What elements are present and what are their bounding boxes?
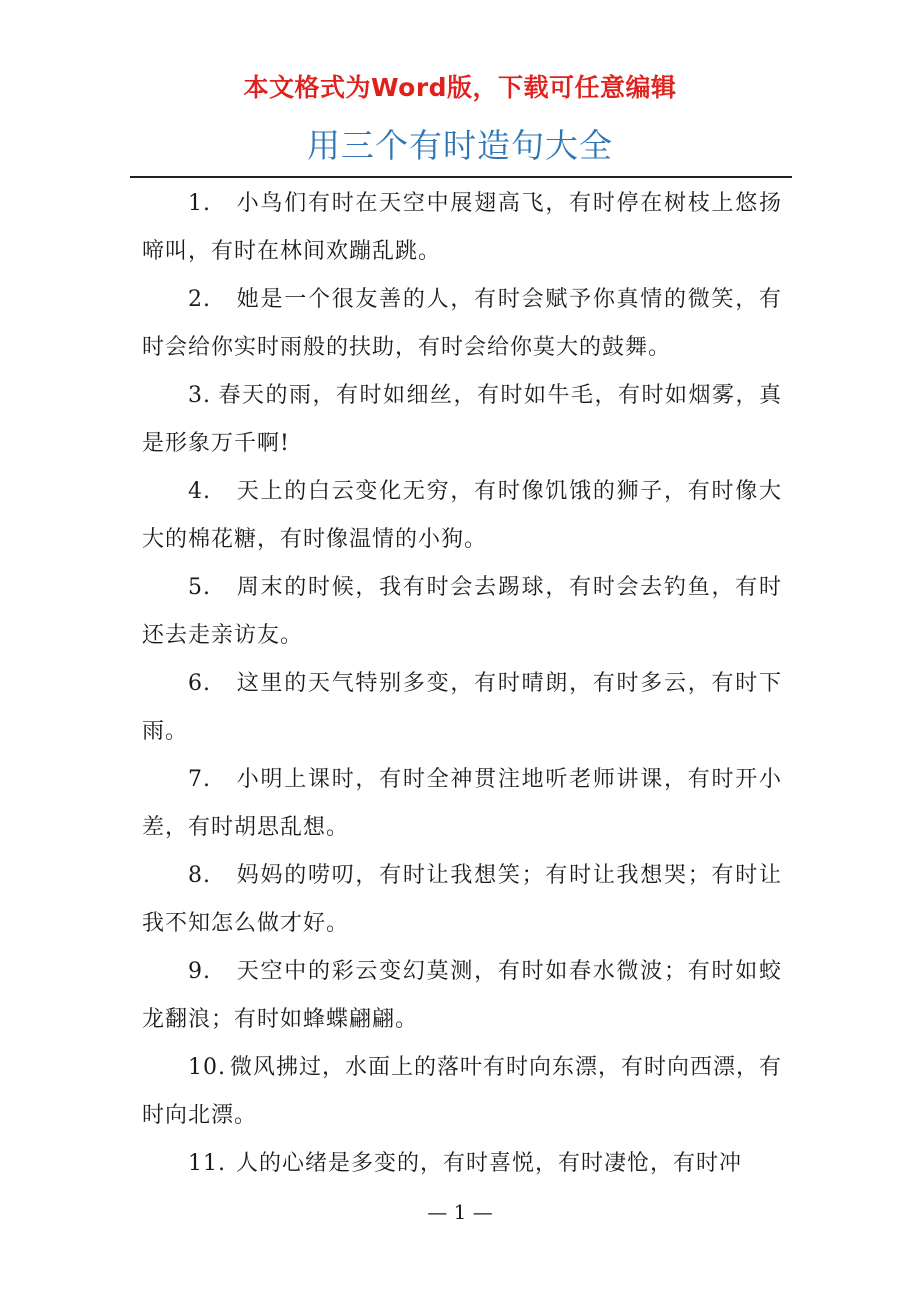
page-number: — 1 — [427, 1200, 493, 1224]
item-text: 人的心绪是多变的，有时喜悦，有时凄怆，有时冲 [236, 1151, 743, 1176]
item-text: 她是一个很友善的人，有时会赋予你真情的微笑，有时会给你实时雨般的扶助，有时会给你莫大的鼓舞。 [142, 287, 782, 360]
item-text: 妈妈的唠叨，有时让我想笑；有时让我想哭；有时让我不知怎么做才好。 [142, 863, 782, 936]
sentence-list [142, 180, 782, 1188]
list-item [142, 852, 782, 948]
item-number: 1. [188, 191, 211, 216]
list-item [142, 1044, 782, 1140]
item-text: 周末的时候，我有时会去踢球，有时会去钓鱼，有时还去走亲访友。 [142, 575, 782, 648]
item-number: 3. [188, 383, 211, 408]
list-item [142, 468, 782, 564]
list-item [142, 756, 782, 852]
item-number: 6. [188, 671, 211, 696]
list-item [142, 372, 782, 468]
item-text: 微风拂过，水面上的落叶有时向东漂，有时向西漂，有时向北漂。 [142, 1055, 783, 1128]
item-number: 2. [188, 287, 211, 312]
item-number: 10. [188, 1055, 226, 1080]
item-text: 这里的天气特别多变，有时晴朗，有时多云，有时下雨。 [142, 671, 782, 744]
item-number: 7. [188, 767, 211, 792]
title-divider [130, 176, 792, 178]
format-banner: 本文格式为Word版，下载可任意编辑 [243, 73, 677, 102]
item-number: 11. [188, 1151, 226, 1176]
list-item [142, 948, 782, 1044]
item-number: 4. [188, 479, 211, 504]
item-text: 天上的白云变化无穷，有时像饥饿的狮子，有时像大大的棉花糖，有时像温情的小狗。 [142, 479, 782, 552]
item-text: 天空中的彩云变幻莫测，有时如春水微波；有时如蛟龙翻浪；有时如蜂蝶翩翩。 [142, 959, 782, 1032]
item-number: 5. [188, 575, 211, 600]
item-number: 9. [188, 959, 211, 984]
item-text: 春天的雨，有时如细丝，有时如牛毛，有时如烟雾，真是形象万千啊! [142, 383, 782, 456]
item-text: 小明上课时，有时全神贯注地听老师讲课，有时开小差，有时胡思乱想。 [142, 767, 782, 840]
list-item [142, 180, 782, 276]
item-text: 小鸟们有时在天空中展翅高飞，有时停在树枝上悠扬啼叫，有时在林间欢蹦乱跳。 [142, 191, 782, 264]
item-number: 8. [188, 863, 211, 888]
list-item [142, 660, 782, 756]
list-item [142, 276, 782, 372]
list-item [142, 1140, 782, 1188]
list-item [142, 564, 782, 660]
page-title: 用三个有时造句大全 [307, 126, 613, 165]
